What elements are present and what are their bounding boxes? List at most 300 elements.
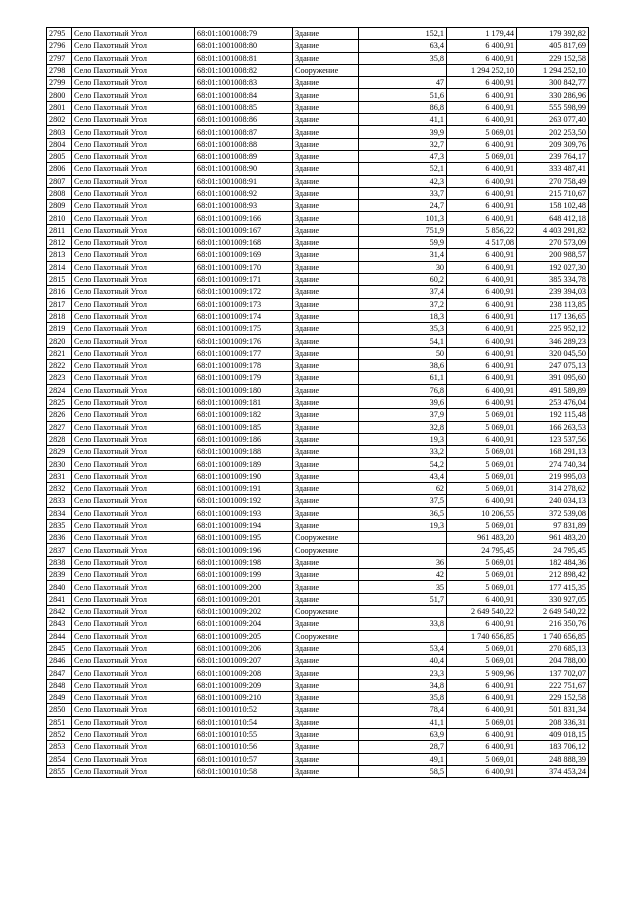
object-type-cell: Здание (293, 114, 359, 126)
cadastral-number-cell: 68:01:1001008:93 (195, 200, 293, 212)
area-cell: 32,8 (359, 421, 447, 433)
row-number-cell: 2828 (47, 433, 72, 445)
table-row (47, 618, 589, 630)
specific-value-cell: 6 400,91 (447, 618, 517, 630)
area-cell: 35 (359, 581, 447, 593)
cadastral-number-cell: 68:01:1001009:170 (195, 261, 293, 273)
cadastral-value-cell: 4 403 291,82 (517, 224, 589, 236)
table-row (47, 335, 589, 347)
row-number-cell: 2829 (47, 446, 72, 458)
row-number-cell: 2796 (47, 40, 72, 52)
specific-value-cell: 5 069,01 (447, 470, 517, 482)
area-cell: 59,9 (359, 237, 447, 249)
cadastral-value-cell: 239 764,17 (517, 150, 589, 162)
row-number-cell: 2841 (47, 593, 72, 605)
locality-cell: Село Пахотный Угол (72, 335, 195, 347)
locality-cell: Село Пахотный Угол (72, 532, 195, 544)
area-cell: 47,3 (359, 150, 447, 162)
table-row (47, 569, 589, 581)
locality-cell: Село Пахотный Угол (72, 384, 195, 396)
locality-cell: Село Пахотный Угол (72, 544, 195, 556)
locality-cell: Село Пахотный Угол (72, 753, 195, 765)
table-row (47, 655, 589, 667)
specific-value-cell: 6 400,91 (447, 40, 517, 52)
table-row (47, 630, 589, 642)
locality-cell: Село Пахотный Угол (72, 618, 195, 630)
cadastral-value-cell: 192 027,30 (517, 261, 589, 273)
locality-cell: Село Пахотный Угол (72, 741, 195, 753)
row-number-cell: 2807 (47, 175, 72, 187)
cadastral-value-cell: 274 740,34 (517, 458, 589, 470)
object-type-cell: Здание (293, 642, 359, 654)
specific-value-cell: 6 400,91 (447, 728, 517, 740)
object-type-cell: Здание (293, 470, 359, 482)
cadastral-number-cell: 68:01:1001009:188 (195, 446, 293, 458)
cadastral-value-cell: 215 710,67 (517, 187, 589, 199)
area-cell: 60,2 (359, 273, 447, 285)
object-type-cell: Здание (293, 261, 359, 273)
cadastral-value-cell: 300 842,77 (517, 77, 589, 89)
row-number-cell: 2850 (47, 704, 72, 716)
object-type-cell: Сооружение (293, 605, 359, 617)
locality-cell: Село Пахотный Угол (72, 446, 195, 458)
cadastral-value-cell: 239 394,03 (517, 286, 589, 298)
table-row (47, 273, 589, 285)
cadastral-number-cell: 68:01:1001009:167 (195, 224, 293, 236)
specific-value-cell: 6 400,91 (447, 163, 517, 175)
row-number-cell: 2820 (47, 335, 72, 347)
area-cell: 53,4 (359, 642, 447, 654)
locality-cell: Село Пахотный Угол (72, 323, 195, 335)
table-row (47, 741, 589, 753)
locality-cell: Село Пахотный Угол (72, 101, 195, 113)
table-row (47, 519, 589, 531)
area-cell: 19,3 (359, 433, 447, 445)
area-cell: 152,1 (359, 28, 447, 40)
table-row (47, 298, 589, 310)
cadastral-number-cell: 68:01:1001008:91 (195, 175, 293, 187)
area-cell: 35,3 (359, 323, 447, 335)
document-page (46, 27, 588, 778)
row-number-cell: 2797 (47, 52, 72, 64)
cadastral-value-cell: 204 788,00 (517, 655, 589, 667)
row-number-cell: 2840 (47, 581, 72, 593)
locality-cell: Село Пахотный Угол (72, 261, 195, 273)
area-cell: 39,9 (359, 126, 447, 138)
object-type-cell: Здание (293, 409, 359, 421)
locality-cell: Село Пахотный Угол (72, 138, 195, 150)
cadastral-value-cell: 320 045,50 (517, 347, 589, 359)
cadastral-number-cell: 68:01:1001009:175 (195, 323, 293, 335)
area-cell: 52,1 (359, 163, 447, 175)
object-type-cell: Здание (293, 89, 359, 101)
locality-cell: Село Пахотный Угол (72, 605, 195, 617)
row-number-cell: 2854 (47, 753, 72, 765)
row-number-cell: 2819 (47, 323, 72, 335)
object-type-cell: Здание (293, 519, 359, 531)
area-cell: 49,1 (359, 753, 447, 765)
specific-value-cell: 5 856,22 (447, 224, 517, 236)
table-row (47, 532, 589, 544)
object-type-cell: Здание (293, 150, 359, 162)
cadastral-value-cell: 314 278,62 (517, 482, 589, 494)
cadastral-value-cell: 1 740 656,85 (517, 630, 589, 642)
object-type-cell: Здание (293, 593, 359, 605)
cadastral-value-cell: 1 294 252,10 (517, 64, 589, 76)
row-number-cell: 2816 (47, 286, 72, 298)
area-cell: 42,3 (359, 175, 447, 187)
row-number-cell: 2798 (47, 64, 72, 76)
cadastral-value-cell: 219 995,03 (517, 470, 589, 482)
locality-cell: Село Пахотный Угол (72, 89, 195, 101)
object-type-cell: Здание (293, 667, 359, 679)
locality-cell: Село Пахотный Угол (72, 163, 195, 175)
cadastral-value-cell: 117 136,65 (517, 310, 589, 322)
locality-cell: Село Пахотный Угол (72, 482, 195, 494)
specific-value-cell: 4 517,08 (447, 237, 517, 249)
locality-cell: Село Пахотный Угол (72, 581, 195, 593)
cadastral-value-cell: 200 988,57 (517, 249, 589, 261)
locality-cell: Село Пахотный Угол (72, 286, 195, 298)
row-number-cell: 2855 (47, 765, 72, 777)
area-cell: 751,9 (359, 224, 447, 236)
object-type-cell: Здание (293, 187, 359, 199)
table-row (47, 237, 589, 249)
row-number-cell: 2837 (47, 544, 72, 556)
table-row (47, 409, 589, 421)
table-row (47, 716, 589, 728)
object-type-cell: Здание (293, 581, 359, 593)
object-type-cell: Здание (293, 52, 359, 64)
cadastral-value-cell: 179 392,82 (517, 28, 589, 40)
row-number-cell: 2839 (47, 569, 72, 581)
specific-value-cell: 6 400,91 (447, 187, 517, 199)
locality-cell: Село Пахотный Угол (72, 765, 195, 777)
cadastral-number-cell: 68:01:1001009:180 (195, 384, 293, 396)
cadastral-number-cell: 68:01:1001009:172 (195, 286, 293, 298)
object-type-cell: Здание (293, 446, 359, 458)
locality-cell: Село Пахотный Угол (72, 212, 195, 224)
cadastral-value-cell: 225 952,12 (517, 323, 589, 335)
row-number-cell: 2811 (47, 224, 72, 236)
object-type-cell: Здание (293, 556, 359, 568)
cadastral-value-cell: 97 831,89 (517, 519, 589, 531)
row-number-cell: 2799 (47, 77, 72, 89)
cadastral-value-cell: 123 537,56 (517, 433, 589, 445)
specific-value-cell: 5 069,01 (447, 446, 517, 458)
table-row (47, 433, 589, 445)
area-cell (359, 605, 447, 617)
locality-cell: Село Пахотный Угол (72, 630, 195, 642)
locality-cell: Село Пахотный Угол (72, 347, 195, 359)
cadastral-value-cell: 137 702,07 (517, 667, 589, 679)
specific-value-cell: 5 069,01 (447, 655, 517, 667)
cadastral-number-cell: 68:01:1001008:81 (195, 52, 293, 64)
table-row (47, 187, 589, 199)
object-type-cell: Здание (293, 384, 359, 396)
specific-value-cell: 6 400,91 (447, 52, 517, 64)
row-number-cell: 2813 (47, 249, 72, 261)
specific-value-cell: 1 740 656,85 (447, 630, 517, 642)
cadastral-value-cell: 385 334,78 (517, 273, 589, 285)
object-type-cell: Здание (293, 765, 359, 777)
cadastral-number-cell: 68:01:1001009:186 (195, 433, 293, 445)
cadastral-number-cell: 68:01:1001009:202 (195, 605, 293, 617)
cadastral-number-cell: 68:01:1001008:84 (195, 89, 293, 101)
area-cell: 62 (359, 482, 447, 494)
cadastral-value-cell: 247 075,13 (517, 360, 589, 372)
specific-value-cell: 6 400,91 (447, 433, 517, 445)
cadastral-number-cell: 68:01:1001008:80 (195, 40, 293, 52)
cadastral-number-cell: 68:01:1001009:201 (195, 593, 293, 605)
area-cell: 18,3 (359, 310, 447, 322)
table-row (47, 200, 589, 212)
area-cell: 61,1 (359, 372, 447, 384)
specific-value-cell: 6 400,91 (447, 396, 517, 408)
cadastral-value-cell: 961 483,20 (517, 532, 589, 544)
cadastral-number-cell: 68:01:1001009:207 (195, 655, 293, 667)
row-number-cell: 2802 (47, 114, 72, 126)
row-number-cell: 2801 (47, 101, 72, 113)
row-number-cell: 2814 (47, 261, 72, 273)
cadastral-value-cell: 229 152,58 (517, 52, 589, 64)
cadastral-number-cell: 68:01:1001009:185 (195, 421, 293, 433)
locality-cell: Село Пахотный Угол (72, 114, 195, 126)
table-row (47, 52, 589, 64)
area-cell: 38,6 (359, 360, 447, 372)
cadastral-value-cell: 229 152,58 (517, 692, 589, 704)
object-type-cell: Здание (293, 421, 359, 433)
locality-cell: Село Пахотный Угол (72, 495, 195, 507)
cadastral-value-cell: 216 350,76 (517, 618, 589, 630)
cadastral-number-cell: 68:01:1001009:193 (195, 507, 293, 519)
object-type-cell: Здание (293, 212, 359, 224)
cadastral-number-cell: 68:01:1001009:209 (195, 679, 293, 691)
locality-cell: Село Пахотный Угол (72, 396, 195, 408)
locality-cell: Село Пахотный Угол (72, 569, 195, 581)
area-cell: 28,7 (359, 741, 447, 753)
cadastral-number-cell: 68:01:1001010:54 (195, 716, 293, 728)
specific-value-cell: 6 400,91 (447, 77, 517, 89)
cadastral-number-cell: 68:01:1001009:195 (195, 532, 293, 544)
cadastral-number-cell: 68:01:1001010:52 (195, 704, 293, 716)
cadastral-number-cell: 68:01:1001009:179 (195, 372, 293, 384)
cadastral-value-cell: 346 289,23 (517, 335, 589, 347)
object-type-cell: Здание (293, 249, 359, 261)
object-type-cell: Здание (293, 728, 359, 740)
area-cell: 32,7 (359, 138, 447, 150)
cadastral-value-cell: 238 113,85 (517, 298, 589, 310)
object-type-cell: Здание (293, 310, 359, 322)
row-number-cell: 2808 (47, 187, 72, 199)
row-number-cell: 2823 (47, 372, 72, 384)
cadastral-value-cell: 501 831,34 (517, 704, 589, 716)
object-type-cell: Сооружение (293, 532, 359, 544)
table-row (47, 126, 589, 138)
object-type-cell: Здание (293, 360, 359, 372)
row-number-cell: 2845 (47, 642, 72, 654)
locality-cell: Село Пахотный Угол (72, 224, 195, 236)
cadastral-value-cell: 270 685,13 (517, 642, 589, 654)
area-cell: 41,1 (359, 716, 447, 728)
table-row (47, 692, 589, 704)
row-number-cell: 2851 (47, 716, 72, 728)
cadastral-number-cell: 68:01:1001009:168 (195, 237, 293, 249)
locality-cell: Село Пахотный Угол (72, 728, 195, 740)
cadastral-value-cell: 208 336,31 (517, 716, 589, 728)
cadastral-value-cell: 177 415,35 (517, 581, 589, 593)
area-cell: 41,1 (359, 114, 447, 126)
table-body (47, 28, 589, 778)
table-row (47, 372, 589, 384)
row-number-cell: 2824 (47, 384, 72, 396)
table-row (47, 101, 589, 113)
locality-cell: Село Пахотный Угол (72, 642, 195, 654)
row-number-cell: 2803 (47, 126, 72, 138)
table-row (47, 593, 589, 605)
table-row (47, 150, 589, 162)
locality-cell: Село Пахотный Угол (72, 360, 195, 372)
row-number-cell: 2853 (47, 741, 72, 753)
cadastral-number-cell: 68:01:1001009:174 (195, 310, 293, 322)
locality-cell: Село Пахотный Угол (72, 273, 195, 285)
area-cell: 37,5 (359, 495, 447, 507)
locality-cell: Село Пахотный Угол (72, 237, 195, 249)
specific-value-cell: 6 400,91 (447, 692, 517, 704)
specific-value-cell: 6 400,91 (447, 286, 517, 298)
cadastral-value-cell: 209 309,76 (517, 138, 589, 150)
specific-value-cell: 6 400,91 (447, 495, 517, 507)
table-row (47, 753, 589, 765)
specific-value-cell: 6 400,91 (447, 310, 517, 322)
area-cell: 47 (359, 77, 447, 89)
table-row (47, 175, 589, 187)
cadastral-value-cell: 253 476,04 (517, 396, 589, 408)
locality-cell: Село Пахотный Угол (72, 458, 195, 470)
specific-value-cell: 6 400,91 (447, 360, 517, 372)
table-row (47, 212, 589, 224)
specific-value-cell: 10 206,55 (447, 507, 517, 519)
table-row (47, 544, 589, 556)
row-number-cell: 2849 (47, 692, 72, 704)
specific-value-cell: 6 400,91 (447, 200, 517, 212)
cadastral-value-cell: 240 034,13 (517, 495, 589, 507)
area-cell: 23,3 (359, 667, 447, 679)
specific-value-cell: 6 400,91 (447, 323, 517, 335)
object-type-cell: Здание (293, 347, 359, 359)
cadastral-number-cell: 68:01:1001009:190 (195, 470, 293, 482)
row-number-cell: 2843 (47, 618, 72, 630)
table-row (47, 642, 589, 654)
row-number-cell: 2804 (47, 138, 72, 150)
object-type-cell: Здание (293, 28, 359, 40)
table-row (47, 728, 589, 740)
cadastral-number-cell: 68:01:1001009:176 (195, 335, 293, 347)
cadastral-value-cell: 405 817,69 (517, 40, 589, 52)
cadastral-number-cell: 68:01:1001010:58 (195, 765, 293, 777)
object-type-cell: Сооружение (293, 544, 359, 556)
table-row (47, 384, 589, 396)
object-type-cell: Здание (293, 126, 359, 138)
cadastral-number-cell: 68:01:1001008:86 (195, 114, 293, 126)
specific-value-cell: 5 069,01 (447, 409, 517, 421)
specific-value-cell: 5 069,01 (447, 421, 517, 433)
table-row (47, 28, 589, 40)
table-row (47, 507, 589, 519)
locality-cell: Село Пахотный Угол (72, 692, 195, 704)
specific-value-cell: 5 069,01 (447, 642, 517, 654)
row-number-cell: 2812 (47, 237, 72, 249)
object-type-cell: Здание (293, 335, 359, 347)
cadastral-number-cell: 68:01:1001008:92 (195, 187, 293, 199)
cadastral-number-cell: 68:01:1001009:191 (195, 482, 293, 494)
object-type-cell: Здание (293, 138, 359, 150)
specific-value-cell: 5 069,01 (447, 556, 517, 568)
cadastral-number-cell: 68:01:1001009:204 (195, 618, 293, 630)
object-type-cell: Здание (293, 482, 359, 494)
area-cell: 51,7 (359, 593, 447, 605)
cadastral-number-cell: 68:01:1001009:182 (195, 409, 293, 421)
row-number-cell: 2832 (47, 482, 72, 494)
specific-value-cell: 6 400,91 (447, 704, 517, 716)
cadastral-value-cell: 166 263,53 (517, 421, 589, 433)
row-number-cell: 2827 (47, 421, 72, 433)
table-row (47, 323, 589, 335)
locality-cell: Село Пахотный Угол (72, 40, 195, 52)
area-cell: 58,5 (359, 765, 447, 777)
area-cell (359, 544, 447, 556)
row-number-cell: 2825 (47, 396, 72, 408)
area-cell: 50 (359, 347, 447, 359)
cadastral-number-cell: 68:01:1001009:199 (195, 569, 293, 581)
area-cell: 33,8 (359, 618, 447, 630)
table-row (47, 421, 589, 433)
area-cell: 86,8 (359, 101, 447, 113)
area-cell: 63,4 (359, 40, 447, 52)
table-row (47, 249, 589, 261)
locality-cell: Село Пахотный Угол (72, 150, 195, 162)
object-type-cell: Здание (293, 396, 359, 408)
locality-cell: Село Пахотный Угол (72, 667, 195, 679)
specific-value-cell: 5 069,01 (447, 126, 517, 138)
cadastral-value-cell: 391 095,60 (517, 372, 589, 384)
cadastral-number-cell: 68:01:1001008:79 (195, 28, 293, 40)
table-row (47, 310, 589, 322)
locality-cell: Село Пахотный Угол (72, 470, 195, 482)
row-number-cell: 2847 (47, 667, 72, 679)
row-number-cell: 2821 (47, 347, 72, 359)
cadastral-number-cell: 68:01:1001009:178 (195, 360, 293, 372)
locality-cell: Село Пахотный Угол (72, 175, 195, 187)
locality-cell: Село Пахотный Угол (72, 28, 195, 40)
specific-value-cell: 6 400,91 (447, 347, 517, 359)
cadastral-number-cell: 68:01:1001009:210 (195, 692, 293, 704)
table-row (47, 89, 589, 101)
area-cell: 33,7 (359, 187, 447, 199)
table-row (47, 581, 589, 593)
table-row (47, 446, 589, 458)
object-type-cell: Здание (293, 163, 359, 175)
specific-value-cell: 2 649 540,22 (447, 605, 517, 617)
specific-value-cell: 6 400,91 (447, 298, 517, 310)
object-type-cell: Сооружение (293, 630, 359, 642)
specific-value-cell: 6 400,91 (447, 175, 517, 187)
cadastral-number-cell: 68:01:1001009:189 (195, 458, 293, 470)
locality-cell: Село Пахотный Угол (72, 372, 195, 384)
cadastral-value-table (46, 27, 589, 778)
area-cell: 42 (359, 569, 447, 581)
area-cell: 37,9 (359, 409, 447, 421)
